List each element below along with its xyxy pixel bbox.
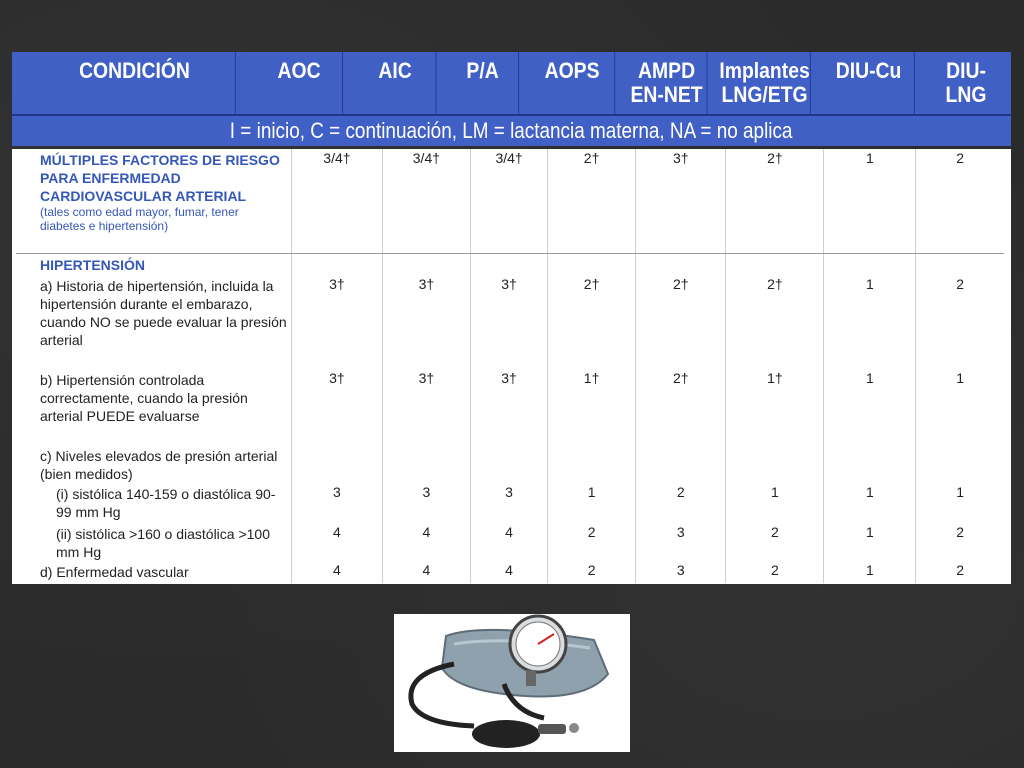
cond-c: c) Niveles elevados de presión arterial (bien medidos)	[40, 448, 278, 482]
cond-ci: (i) sistólica 140-159 o diastólica 90-99 mm Hg	[56, 486, 276, 520]
cell: 2	[547, 523, 635, 561]
cell: 3/4†	[292, 149, 382, 253]
cell: 2	[636, 483, 726, 523]
cell: 4	[471, 523, 548, 561]
cond-multi-title: MÚLTIPLES FACTORES DE RIESGO PARA ENFERMEDAD CARDIOVASCULAR ARTERIAL	[40, 152, 280, 204]
cell: 1	[726, 483, 824, 523]
legend-bar	[12, 114, 1011, 146]
cell: 1	[916, 483, 1004, 523]
header-condicion: CONDICIÓN	[26, 52, 235, 114]
header-aic: AIC	[355, 52, 437, 114]
cell: 2†	[547, 275, 635, 369]
cell: 1	[824, 561, 916, 583]
cell: 2	[916, 523, 1004, 561]
sphygmomanometer-image	[394, 614, 630, 752]
header-aoc: AOC	[256, 52, 343, 114]
cell: 4	[382, 561, 471, 583]
cell: 2	[726, 561, 824, 583]
table-row	[16, 445, 1004, 483]
cell: 1	[824, 483, 916, 523]
cell: 2	[916, 561, 1004, 583]
table-row	[16, 561, 1004, 583]
cell: 1	[547, 483, 635, 523]
cell: 3/4†	[471, 149, 548, 253]
cell: 3†	[292, 275, 382, 369]
slide	[12, 52, 1011, 584]
cell: 3	[292, 483, 382, 523]
cell: 2†	[547, 149, 635, 253]
cell: 1	[824, 369, 916, 445]
cell: 1	[824, 275, 916, 369]
header-diu-cu: DIU-Cu	[823, 52, 915, 114]
cell: 3†	[382, 369, 471, 445]
cond-multi-note: (tales como edad mayor, fumar, tener diabetes e hipertensión)	[40, 205, 239, 233]
table-row	[16, 149, 1004, 253]
cell: 3†	[382, 275, 471, 369]
header-pa: P/A	[447, 52, 519, 114]
table-row	[16, 483, 1004, 523]
cond-a: a) Historia de hipertensión, incluida la hipertensión durante el embarazo, cuando NO se puede evaluar la presión arterial	[40, 278, 287, 348]
cell: 3	[382, 483, 471, 523]
cell: 4	[292, 523, 382, 561]
table-row	[16, 523, 1004, 561]
cell: 4	[471, 561, 548, 583]
cell: 3	[636, 561, 726, 583]
cell: 1†	[547, 369, 635, 445]
cell: 2	[916, 275, 1004, 369]
cell: 4	[292, 561, 382, 583]
cond-b: b) Hipertensión controlada correctamente, cuando la presión arterial PUEDE evaluarse	[40, 372, 248, 424]
cell: 2†	[726, 275, 824, 369]
cond-d: d) Enfermedad vascular	[40, 564, 189, 580]
cell: 3/4†	[382, 149, 471, 253]
table-row	[16, 369, 1004, 445]
cell: 3†	[471, 275, 548, 369]
cell: 1	[824, 149, 916, 253]
cell: 1	[824, 523, 916, 561]
cell: 3†	[292, 369, 382, 445]
cell: 2†	[636, 369, 726, 445]
cond-cii: (ii) sistólica >160 o diastólica >100 mm Hg	[56, 526, 271, 560]
cell: 2	[916, 149, 1004, 253]
cell: 1	[916, 369, 1004, 445]
cell: 2†	[726, 149, 824, 253]
cell: 2	[726, 523, 824, 561]
cell: 2	[547, 561, 635, 583]
header-implantes: Implantes LNG/ETG	[719, 52, 811, 114]
cell: 1†	[726, 369, 824, 445]
header-ampd: AMPD EN-NET	[627, 52, 708, 114]
header-aops: AOPS	[530, 52, 615, 114]
cond-hta-title	[16, 253, 292, 275]
table-header	[12, 52, 1011, 114]
cond-multi	[16, 149, 292, 253]
table-row	[16, 253, 1004, 275]
header-diu-lng: DIU-LNG	[945, 58, 987, 107]
cell: 3	[471, 483, 548, 523]
legend-text: I = inicio, C = continuación, LM = lactancia materna, NA = no aplica	[230, 118, 793, 143]
cell: 3†	[636, 149, 726, 253]
cell: 3†	[471, 369, 548, 445]
hta-title: HIPERTENSIÓN	[40, 256, 146, 273]
table-body	[12, 149, 1011, 584]
cell: 2†	[636, 275, 726, 369]
table-row	[16, 275, 1004, 369]
cell: 3	[636, 523, 726, 561]
cell: 4	[382, 523, 471, 561]
